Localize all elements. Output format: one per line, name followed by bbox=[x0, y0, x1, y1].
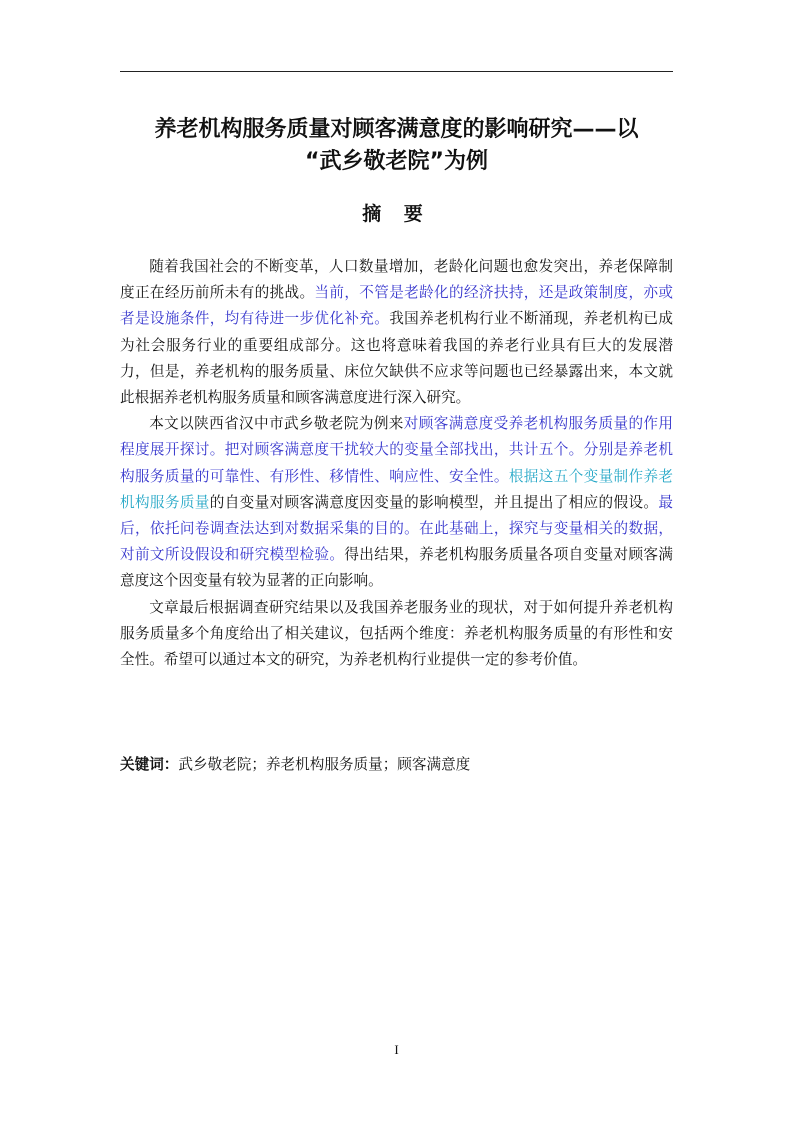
paragraph-3 bbox=[120, 595, 673, 674]
abstract-body bbox=[120, 254, 673, 673]
paragraph-2-segment: 本文以陕西省汉中市武乡敬老院为例来 bbox=[149, 415, 404, 433]
paragraph-2-segment-highlight: 对顾客满意度受养老机构服务质量的作用程度展开探讨。把对顾客满意度干扰较大的变量全部找出，共计五个。分别是养老机构服务质量的可靠性、有形性、移情性、响应性、安全性。 bbox=[120, 415, 673, 485]
paragraph-1-segment: 随着我国社会的不断变革，人口数量增加，老龄化问题也愈发突出，养老保障制度正在经历前所未有的挑战。 bbox=[120, 258, 673, 302]
paragraph-1-segment: 我国养老机构行业不断涌现，养老机构已成为社会服务行业的重要组成部分。这也将意味着我国的养老行业具有巨大的发展潜力，但是，养老机构的服务质量、床位欠缺供不应求等问题也已经暴露出来，本文就此根据养老机构服务质量和顾客满意度进行深入研究。 bbox=[120, 310, 673, 407]
document-title bbox=[100, 114, 693, 178]
abstract-heading: 摘 要 bbox=[362, 203, 431, 225]
keywords-label: 关键词： bbox=[120, 756, 179, 773]
paragraph-1 bbox=[120, 254, 673, 411]
page-number: I bbox=[394, 1042, 399, 1057]
title-line-2: “武乡敬老院”为例 bbox=[305, 149, 488, 174]
title-line-1: 养老机构服务质量对顾客满意度的影响研究——以 bbox=[154, 117, 639, 142]
paragraph-2 bbox=[120, 411, 673, 594]
keywords-value: 武乡敬老院；养老机构服务质量；顾客满意度 bbox=[178, 756, 471, 773]
header-rule bbox=[120, 71, 673, 72]
keywords-line bbox=[120, 752, 673, 778]
paragraph-2-segment: 的自变量对顾客满意度因变量的影响模型，并且提出了相应的假设。 bbox=[209, 493, 659, 511]
paragraph-2-segment-highlight-cyan: 根据这五个变量制作养老机构服务质量 bbox=[120, 467, 673, 511]
paragraph-1-segment-highlight: 当前，不管是老龄化的经济扶持，还是政策制度，亦或者是设施条件，均有待进一步优化补充。 bbox=[120, 284, 673, 328]
paragraph-2-segment-highlight: 最后，依托问卷调查法达到对数据采集的目的。在此基础上，探究与变量相关的数据，对前文所设假设和研究模型检验。 bbox=[120, 493, 673, 564]
paragraph-2-segment: 得出结果，养老机构服务质量各项自变量对顾客满意度这个因变量有较为显著的正向影响。 bbox=[120, 546, 673, 590]
paragraph-3-segment: 文章最后根据调查研究结果以及我国养老服务业的现状，对于如何提升养老机构服务质量多个角度给出了相关建议，包括两个维度：养老机构服务质量的有形性和安全性。希望可以通过本文的研究，为养老机构行业提供一定的参考价值。 bbox=[120, 598, 673, 669]
